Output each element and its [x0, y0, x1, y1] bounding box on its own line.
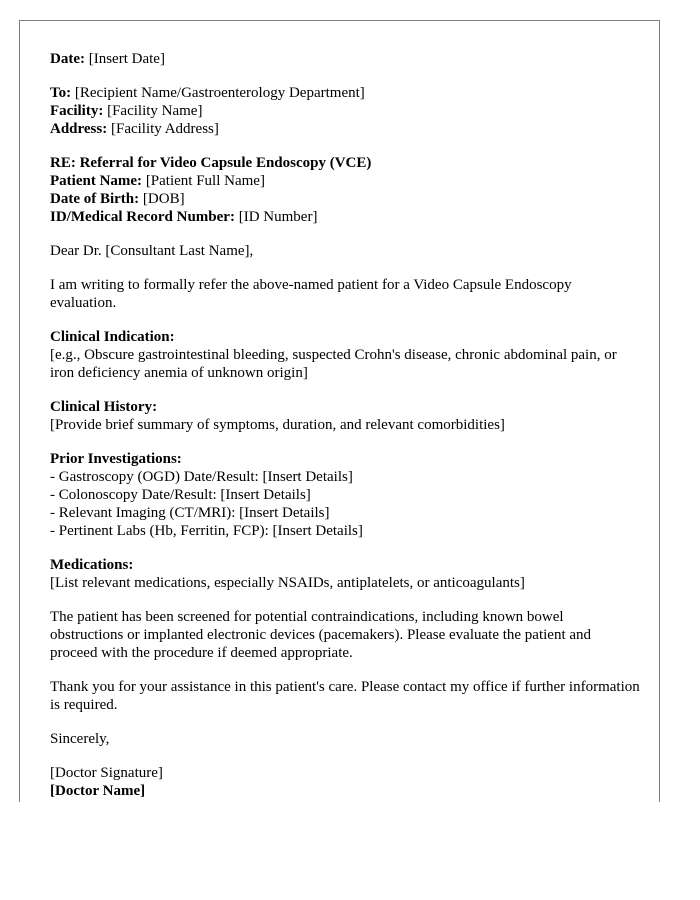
date-line [50, 50, 640, 68]
prior-investigations-heading: Prior Investigations: [50, 451, 182, 467]
address-label: Address: [50, 121, 108, 137]
clinical-indication-text: [e.g., Obscure gastrointestinal bleeding, suspected Crohn's disease, chronic abdominal pain, or iron deficiency anemia of unknown origin] [50, 347, 617, 381]
re-line: RE: Referral for Video Capsule Endoscopy (VCE) [50, 155, 372, 171]
address-line [50, 120, 640, 138]
recipient-block [50, 84, 640, 138]
investigation-item: - Relevant Imaging (CT/MRI): [Insert Details] [50, 505, 330, 521]
address-value: [Facility Address] [107, 121, 219, 137]
closing: Sincerely, [50, 731, 110, 747]
to-label: To: [50, 85, 72, 101]
dob-value: [DOB] [139, 191, 185, 207]
thanks-paragraph: Thank you for your assistance in this patient's care. Please contact my office if further information is required. [50, 679, 640, 713]
medications-section [50, 556, 640, 592]
medications-heading: Medications: [50, 557, 134, 573]
investigation-item: - Pertinent Labs (Hb, Ferritin, FCP): [Insert Details] [50, 523, 363, 539]
patient-name-value: [Patient Full Name] [142, 173, 265, 189]
dob-label: Date of Birth: [50, 191, 140, 207]
to-value: [Recipient Name/Gastroenterology Department] [71, 85, 365, 101]
dob-line [50, 190, 640, 208]
prior-investigations-section [50, 450, 640, 540]
to-line [50, 84, 640, 102]
clinical-history-text: [Provide brief summary of symptoms, duration, and relevant comorbidities] [50, 417, 505, 433]
investigation-item: - Colonoscopy Date/Result: [Insert Details] [50, 487, 311, 503]
date-block [50, 50, 640, 68]
id-value: [ID Number] [234, 209, 318, 225]
clinical-history-section [50, 398, 640, 434]
patient-name-line [50, 172, 640, 190]
date-value: [Insert Date] [84, 51, 165, 67]
letter-page [19, 20, 660, 802]
id-label: ID/Medical Record Number: [50, 209, 235, 225]
clinical-history-heading: Clinical History: [50, 399, 158, 415]
salutation: Dear Dr. [Consultant Last Name], [50, 243, 254, 259]
facility-value: [Facility Name] [103, 103, 203, 119]
reference-block [50, 154, 640, 226]
medications-text: [List relevant medications, especially NSAIDs, antiplatelets, or anticoagulants] [50, 575, 525, 591]
patient-name-label: Patient Name: [50, 173, 143, 189]
clinical-indication-section [50, 328, 640, 382]
intro-paragraph: I am writing to formally refer the above-named patient for a Video Capsule Endoscopy evaluation. [50, 277, 572, 311]
date-label: Date: [50, 51, 85, 67]
signature-block [50, 764, 640, 800]
facility-label: Facility: [50, 103, 104, 119]
facility-line [50, 102, 640, 120]
signature-line: [Doctor Signature] [50, 765, 163, 781]
id-line [50, 208, 640, 226]
doctor-name: [Doctor Name] [50, 783, 146, 799]
screening-paragraph: The patient has been screened for potential contraindications, including known bowel obstructions or implanted electronic devices (pacemakers). Please evaluate the patient and proceed with the procedure if deemed appropriate. [50, 609, 592, 661]
letter-content [50, 50, 640, 816]
investigation-item: - Gastroscopy (OGD) Date/Result: [Insert Details] [50, 469, 353, 485]
clinical-indication-heading: Clinical Indication: [50, 329, 175, 345]
